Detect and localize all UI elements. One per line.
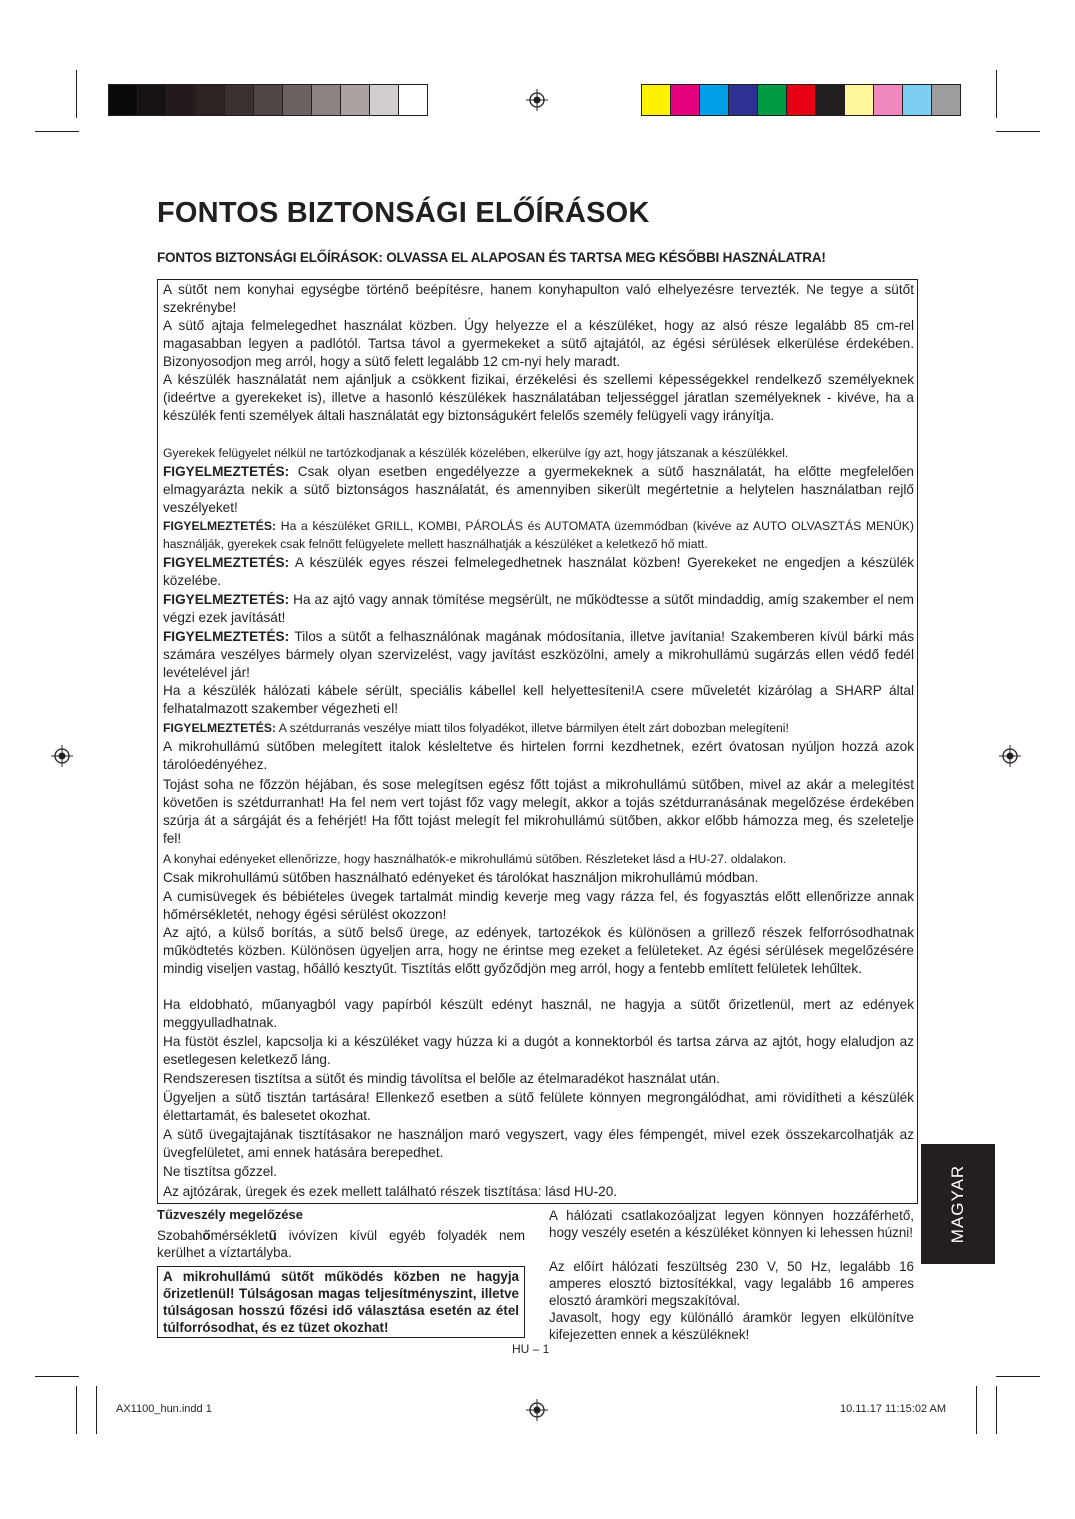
color-swatch bbox=[167, 85, 196, 115]
paragraph: Ügyeljen a sütő tisztán tartására! Ellenkező esetben a sütő felülete könnyen megrongálódhat, ami rövidítheti a készülék élettartamát, és balesetet okozhat. bbox=[163, 1090, 914, 1123]
paragraph: A mikrohullámú sütőben melegített italok késleltetve és hirtelen forrni kezdhetnek, ezért óvatosan nyúljon hozzá azok tárolóedényéhez. bbox=[163, 739, 914, 772]
paragraph: A készülék használatát nem ajánljuk a csökkent fizikai, érzékelési és szellemi képességekkel rendelkező személyeknek (ideértve a gyerekeket is), illetve a hasonló készülékek használatában teljességgel járatlan személyeknek - kivéve, ha a készülék fenti személyek általi használatát egy biztonságukért felelős személy felügyeli vagy irányítja. bbox=[163, 372, 914, 423]
page-subtitle: FONTOS BIZTONSÁGI ELŐÍRÁSOK: OLVASSA EL ALAPOSAN ÉS TARTSA MEG KÉSŐBBI HASZNÁLATRA! bbox=[157, 250, 826, 265]
paragraph: Ha füstöt észlel, kapcsolja ki a készüléket vagy húzza ki a dugót a konnektorból és tartsa zárva az ajtót, hogy elaludjon az esetlegesen keletkező láng. bbox=[163, 1034, 914, 1067]
color-swatch bbox=[283, 85, 312, 115]
color-swatch bbox=[138, 85, 167, 115]
fire-text: Szobahőmérsékletű ivóvízen kívül egyéb folyadék nem kerülhet a víztartályba. bbox=[157, 1228, 525, 1260]
crop-mark bbox=[76, 70, 77, 118]
paragraph: A sütőt nem konyhai egységbe történő beépítésre, hanem konyhapulton való elhelyezésre tervezték. Ne tegye a sütőt szekrénybe! bbox=[163, 282, 914, 315]
grayscale-bar bbox=[108, 84, 428, 116]
paragraph: A sütő ajtaja felmelegedhet használat közben. Úgy helyezze el a készüléket, hogy az alsó része legalább 85 cm-rel magasabban legyen a padlótól. Tartsa távol a gyermekeket a sütő ajtajától, az égési sérülések elkerülése érdekében. Bizonyosodjon meg arról, hogy a sütő felett legalább 12 cm-nyi hely maradt. bbox=[163, 318, 914, 369]
warning-paragraph: FIGYELMEZTETÉS: Tilos a sütőt a felhasználónak magának módosítania, illetve javítania! Szakemberen kívül bárki más számára veszélyes bármely olyan szervizelést, vagy javítást eszközölni, amely a mikrohullámú sugárzás ellen védő fedél levételével jár! bbox=[163, 629, 914, 680]
color-swatch bbox=[370, 85, 399, 115]
paragraph: Ha eldobható, műanyagból vagy papírból készült edényt használ, ne hagyja a sütőt őrizetlenül, mert az edények meggyulladhatnak. bbox=[163, 997, 914, 1030]
paragraph: A sütő üvegajtajának tisztításakor ne használjon maró vegyszert, vagy éles fémpengét, mivel ezek összekarcolhatják az üvegfelületet, ami ennek hatására berepedhet. bbox=[163, 1127, 914, 1160]
warning-paragraph: FIGYELMEZTETÉS: A szétdurranás veszélye miatt tilos folyadékot, illetve bármilyen ételt zárt dobozban melegíteni! bbox=[163, 721, 789, 735]
color-swatch bbox=[254, 85, 283, 115]
crop-mark bbox=[76, 1386, 77, 1434]
color-swatch bbox=[874, 85, 903, 115]
color-bar bbox=[641, 84, 961, 116]
language-tab bbox=[921, 1144, 995, 1264]
paragraph: Gyerekek felügyelet nélkül ne tartózkodjanak a készülék közelében, elkerülve így azt, hogy játszanak a készülékkel. bbox=[163, 446, 789, 460]
page-title: FONTOS BIZTONSÁGI ELŐÍRÁSOK bbox=[157, 197, 650, 229]
color-swatch bbox=[642, 85, 671, 115]
color-swatch bbox=[758, 85, 787, 115]
paragraph: Csak mikrohullámú sütőben használható edényeket és tárolókat használjon mikrohullámú módban. bbox=[163, 870, 759, 885]
crop-mark bbox=[996, 70, 997, 118]
warning-paragraph: FIGYELMEZTETÉS: Ha az ajtó vagy annak tömítése megsérült, ne működtesse a sütőt mindaddig, amíg szakember el nem végzi ezek javítását! bbox=[163, 592, 914, 625]
power-text: Az előírt hálózati feszültség 230 V, 50 Hz, legalább 16 amperes elosztó biztosítékkal, vagy legalább 16 amperes elosztó áramköri megszakítóval. bbox=[549, 1259, 914, 1308]
paragraph: Az ajtózárak, üregek és ezek mellett található részek tisztítása: lásd HU-20. bbox=[163, 1184, 618, 1199]
color-swatch bbox=[787, 85, 816, 115]
crop-mark bbox=[976, 1386, 977, 1434]
color-swatch bbox=[845, 85, 874, 115]
color-swatch bbox=[341, 85, 370, 115]
crop-mark bbox=[35, 131, 79, 132]
color-swatch bbox=[816, 85, 845, 115]
registration-mark-icon bbox=[51, 745, 73, 767]
color-swatch bbox=[671, 85, 700, 115]
language-tab-label: MAGYAR bbox=[948, 1164, 967, 1244]
power-text: A hálózati csatlakozóaljzat legyen könnyen hozzáférhető, hogy veszély esetén a készüléket könnyen ki lehessen húzni! bbox=[549, 1208, 914, 1240]
color-swatch bbox=[903, 85, 932, 115]
registration-mark-icon bbox=[999, 745, 1021, 767]
warning-paragraph: FIGYELMEZTETÉS: A készülék egyes részei felmelegedhetnek használat közben! Gyerekeket ne engedjen a készülék közelébe. bbox=[163, 555, 914, 588]
footer-file: AX1100_hun.indd 1 bbox=[116, 1403, 212, 1415]
footer-timestamp: 10.11.17 11:15:02 AM bbox=[840, 1403, 947, 1415]
registration-mark-icon bbox=[526, 89, 548, 111]
crop-mark bbox=[996, 1386, 997, 1434]
paragraph: Rendszeresen tisztítsa a sütőt és mindig távolítsa el belőle az ételmaradékot használat után. bbox=[163, 1071, 720, 1086]
color-swatch bbox=[729, 85, 758, 115]
paragraph: Ha a készülék hálózati kábele sérült, speciális kábellel kell helyettesíteni!A csere műveletét kizárólag a SHARP által felhatalmazott szakember végezheti el! bbox=[163, 683, 914, 716]
color-swatch bbox=[700, 85, 729, 115]
warning-paragraph: FIGYELMEZTETÉS: Csak olyan esetben engedélyezze a gyermekeknek a sütő használatát, ha előtte megfelelően elmagyarázta nekik a sütő biztonságos használatát, és amennyiben sikerült megértetnie a helytelen használatban rejlő veszélyeket! bbox=[163, 464, 914, 515]
paragraph: A konyhai edényeket ellenőrizze, hogy használhatók-e mikrohullámú sütőben. Részleteket lásd a HU-27. oldalakon. bbox=[163, 852, 787, 866]
power-text: Javasolt, hogy egy különálló áramkör legyen elkülönítve kifejezetten ennek a készüléknek! bbox=[549, 1310, 914, 1342]
color-swatch bbox=[932, 85, 961, 115]
registration-mark-icon bbox=[526, 1399, 548, 1421]
fire-warning-box: A mikrohullámú sütőt működés közben ne hagyja őrizetlenül! Túlságosan magas teljesítményszint, illetve túlságosan hosszú főzési idő választása esetén az étel túlforrósodhat, és ez tüzet okozhat! bbox=[157, 1266, 525, 1338]
page-number: HU – 1 bbox=[512, 1342, 550, 1356]
warning-paragraph: FIGYELMEZTETÉS: Ha a készüléket GRILL, KOMBI, PÁROLÁS és AUTOMATA üzemmódban (kivéve az AUTO OLVASZTÁS MENÜK) használják, gyerekek csak felnőtt felügyelete mellett használhatják a készüléket a keletkező hő miatt. bbox=[163, 519, 914, 551]
crop-mark bbox=[996, 131, 1040, 132]
paragraph: Ne tisztítsa gőzzel. bbox=[163, 1164, 278, 1179]
color-swatch bbox=[399, 85, 428, 115]
color-swatch bbox=[109, 85, 138, 115]
crop-mark bbox=[96, 1386, 97, 1434]
crop-mark bbox=[996, 1376, 1040, 1377]
color-swatch bbox=[312, 85, 341, 115]
color-swatch bbox=[225, 85, 254, 115]
paragraph: Az ajtó, a külső borítás, a sütő belső ürege, az edények, tartozékok és különösen a grillező részek felforrósodhatnak működtetés közben. Különösen ügyeljen arra, hogy ne érintse meg ezeket a felületeket. Az égési sérülések megelőzésére mindig viseljen vastag, hőálló kesztyűt. Tisztítás előtt győződjön meg arról, hogy a fentebb említett felületek lehűltek. bbox=[163, 925, 914, 976]
color-swatch bbox=[196, 85, 225, 115]
fire-heading: Tűzveszély megelőzése bbox=[157, 1207, 303, 1222]
paragraph: A cumisüvegek és bébiételes üvegek tartalmát mindig keverje meg vagy rázza fel, és fogyasztás előtt ellenőrizze annak hőmérsékletét, nehogy égési sérülést okozzon! bbox=[163, 889, 914, 922]
paragraph: Tojást soha ne főzzön héjában, és sose melegítsen egész főtt tojást a mikrohullámú sütőben, mivel az akár a melegítést követően is szétdurranhat! Ha fel nem vert tojást főz vagy melegít, akkor a tojás szétdurranásának megelőzése érdekében szúrja át a sárgáját és a fehérjét! Ha főtt tojást melegít fel mikrohullámú sütőben, akkor előbb hámozza meg, és szeletelje fel! bbox=[163, 777, 914, 846]
crop-mark bbox=[35, 1376, 79, 1377]
